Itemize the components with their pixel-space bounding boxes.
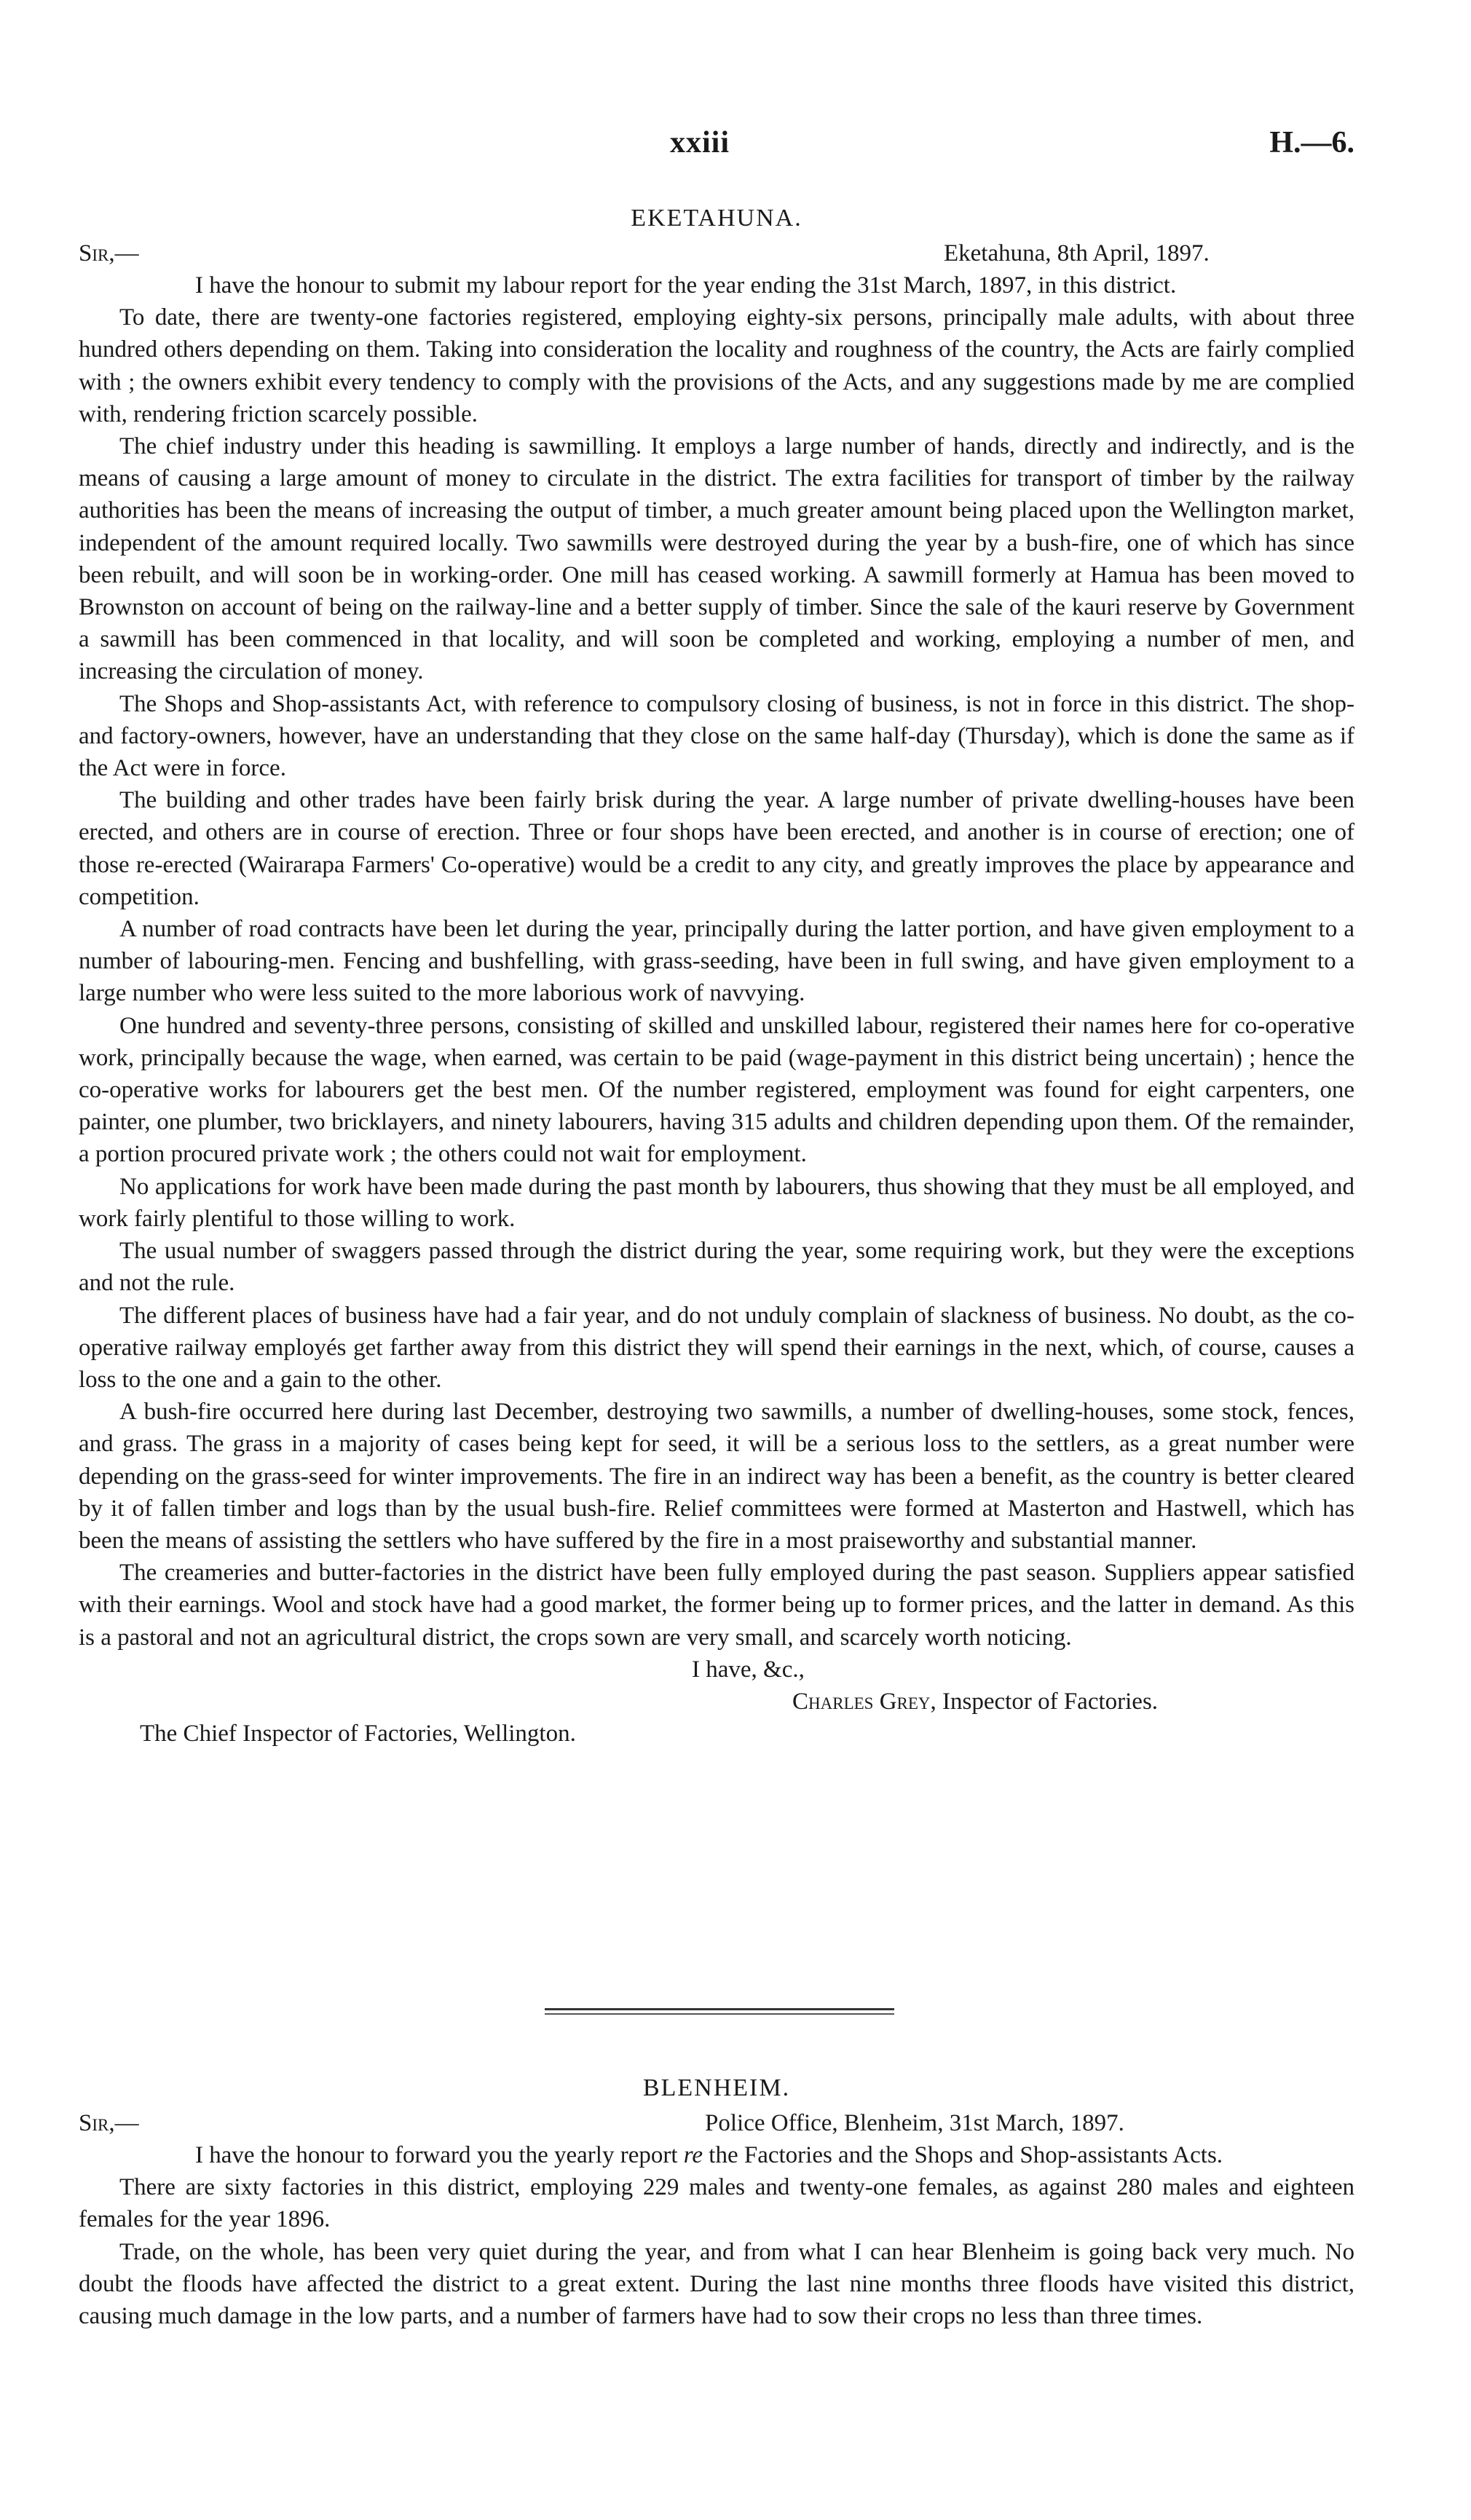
eketahuna-paragraph-3: The chief industry under this heading is sawmilling. It employs a large number of hands, directly and indirectly, and is the means of causing a large amount of money to circulate in the district. The extra facilities for transport of timber by the railway authorities has been the means of increasing the output of timber, a much greater amount being placed upon the Wellington market, independent of the amount required locally. Two sawmills were destroyed during the year by a bush-fire, one of which has since been rebuilt, and will soon be in working-order. One mill has ceased working. A sawmill formerly at Hamua has been moved to Brownston on account of being on the railway-line and a better supply of timber. Since the sale of the kauri reserve by Government a sawmill has been commenced in that locality, and will soon be completed and working, employing a number of men, and increasing the circulation of money. <box>79 433 1354 685</box>
eketahuna-title: EKETAHUNA. <box>631 205 802 232</box>
paper-code: H.—6. <box>1269 126 1354 159</box>
page-number: xxiii <box>670 126 730 159</box>
eketahuna-closing: I have, &c., <box>692 1656 805 1683</box>
blenheim-paragraph-3: Trade, on the whole, has been very quiet during the year, and from what I can hear Blenheim is going back very much. No doubt the floods have affected the district to a great extent. During the last nine months three floods have visited this district, causing much damage in the low parts, and a number of farmers have had to sow their crops no less than three times. <box>79 2238 1354 2330</box>
blenheim-place-date: Police Office, Blenheim, 31st March, 1897. <box>705 2110 1124 2136</box>
eketahuna-paragraph-10: The different places of business have had a fair year, and do not unduly complain of slackness of business. No doubt, as the co-operative railway employés get farther away from this district they will spend their earnings in the next, which, of course, causes a loss to the one and a gain to the other. <box>79 1302 1354 1393</box>
blenheim-salutation-line <box>79 2107 1354 2139</box>
eketahuna-signature <box>79 1686 1354 1718</box>
eketahuna-paragraph-5: The building and other trades have been fairly brisk during the year. A large number of private dwelling-houses have been erected, and others are in course of erection. Three or four shops have been erected, and another is in course of erection; one of those re-erected (Wairarapa Farmers' Co-operative) would be a credit to any city, and greatly improves the place by appearance and competition. <box>79 787 1354 910</box>
blenheim-paragraph-1 <box>79 2139 1354 2171</box>
eketahuna-report <box>79 201 1354 1750</box>
eketahuna-paragraph-7: One hundred and seventy-three persons, consisting of skilled and unskilled labour, registered their names here for co-operative work, principally because the wage, when earned, was certain to be paid (wage-payment in this district being uncertain) ; hence the co-operative works for labourers get the best men. Of the number registered, employment was found for eight carpenters, one painter, one plumber, two bricklayers, and ninety labourers, having 315 adults and children depending upon them. Of the remainder, a portion procured private work ; the others could not wait for employment. <box>79 1012 1354 1168</box>
eketahuna-paragraph-8: No applications for work have been made during the past month by labourers, thus showing that they must be all employed, and work fairly plentiful to those willing to work. <box>79 1173 1354 1232</box>
eketahuna-paragraph-1: I have the honour to submit my labour report for the year ending the 31st March, 1897, in this district. <box>195 272 1177 299</box>
blenheim-salutation: Sir,— <box>79 2110 139 2136</box>
running-head <box>79 125 1354 169</box>
eketahuna-paragraph-9: The usual number of swaggers passed through the district during the year, some requiring work, but they were the exceptions and not the rule. <box>79 1238 1354 1297</box>
eketahuna-salutation: Sir,— <box>79 240 139 266</box>
eketahuna-paragraph-11: A bush-fire occurred here during last December, destroying two sawmills, a number of dwelling-houses, some stock, fences, and grass. The grass in a majority of cases being kept for seed, it will be a serious loss to the settlers, as a great number were depending on the grass-seed for winter improvements. The fire in an indirect way has been a benefit, as the country is better cleared by it of fallen timber and logs than by the usual bush-fire. Relief committees were formed at Masterton and Hastwell, which has been the means of assisting the settlers who have suffered by the fire in a most praiseworthy and substantial manner. <box>79 1399 1354 1554</box>
eketahuna-paragraph-4: The Shops and Shop-assistants Act, with reference to compulsory closing of business, is not in force in this district. The shop- and factory-owners, however, have an understanding that they close on the same half-day (Thursday), which is done the same as if the Act were in force. <box>79 690 1354 782</box>
blenheim-paragraph-2: There are sixty factories in this district, employing 229 males and twenty-one females, as against 280 males and eighteen females for the year 1896. <box>79 2174 1354 2233</box>
eketahuna-place-date: Eketahuna, 8th April, 1897. <box>944 240 1210 266</box>
eketahuna-salutation-line <box>79 237 1354 269</box>
eketahuna-paragraph-12: The creameries and butter-factories in the district have been fully employed during the past season. Suppliers appear satisfied with their earnings. Wool and stock have had a good market, the former being up to former prices, and the latter in demand. As this is a pastoral and not an agricultural district, the crops sown are very small, and scarcely worth noticing. <box>79 1560 1354 1651</box>
blenheim-report <box>79 2071 1354 2332</box>
eketahuna-addressee: The Chief Inspector of Factories, Wellington. <box>140 1721 576 1747</box>
eketahuna-signatory-title: , Inspector of Factories. <box>930 1688 1159 1715</box>
blenheim-p1-after: the Factories and the Shops and Shop-assistants Acts. <box>703 2142 1223 2168</box>
eketahuna-paragraph-2: To date, there are twenty-one factories registered, employing eighty-six persons, principally male adults, with about three hundred others depending on them. Taking into consideration the locality and roughness of the country, the Acts are fairly complied with ; the owners exhibit every tendency to comply with the provisions of the Acts, and any suggestions made by me are complied with, rendering friction scarcely possible. <box>79 304 1354 427</box>
divider-rule-bottom <box>545 2013 894 2015</box>
blenheim-p1-re: re <box>683 2142 703 2168</box>
eketahuna-paragraph-6: A number of road contracts have been let during the year, principally during the latter portion, and have given employment to a number of labouring-men. Fencing and bushfelling, with grass-seeding, have been in full swing, and have given employment to a large number who were less suited to the more laborious work of navvying. <box>79 916 1354 1007</box>
eketahuna-signatory-name: Charles Grey <box>792 1688 931 1715</box>
document-page <box>79 0 1354 2520</box>
divider-rule-top <box>545 2008 894 2010</box>
blenheim-p1-before: I have the honour to forward you the yearly report <box>195 2142 684 2168</box>
blenheim-title: BLENHEIM. <box>642 2074 791 2101</box>
